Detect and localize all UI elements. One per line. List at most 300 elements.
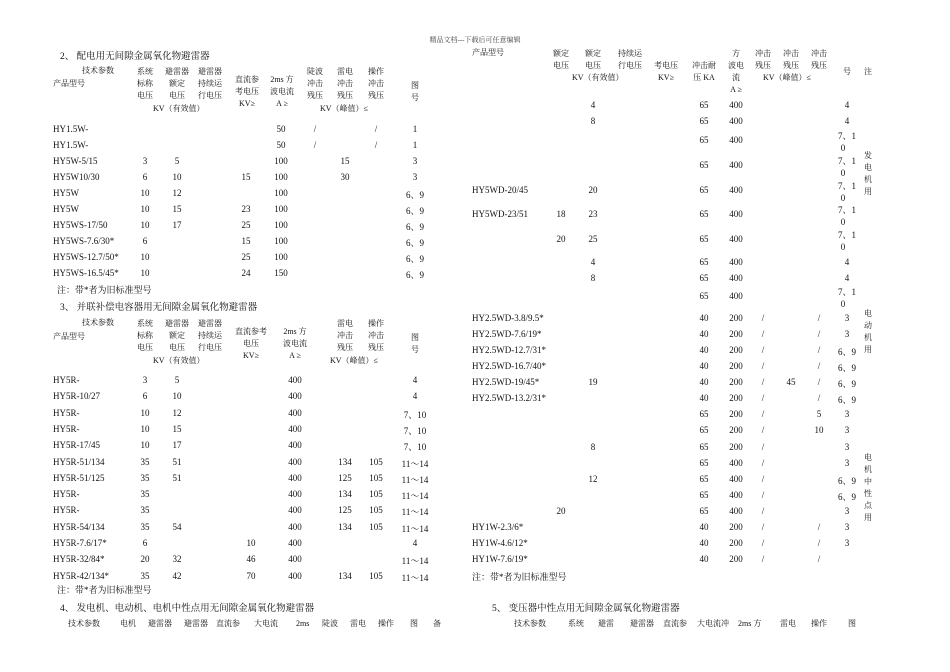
table-cell: 65 <box>699 135 709 145</box>
table-cell: 65 <box>699 273 709 283</box>
table-cell: 65 <box>699 458 709 468</box>
col-header: 注 <box>864 67 872 76</box>
header-tech-params: 技术参数 <box>82 66 114 75</box>
table-cell: 400 <box>288 407 302 418</box>
table-cell: / <box>817 329 821 339</box>
table-cell: 25 <box>241 252 251 262</box>
col-header: 图 <box>411 333 419 342</box>
table-cell: 11～14 <box>401 523 429 534</box>
col-header: 直流参考 <box>235 327 267 336</box>
table-cell: 0 <box>840 193 846 203</box>
col-header: 图 <box>848 619 856 628</box>
row-model: HY5W <box>53 204 79 214</box>
table-cell: 50 <box>276 124 286 134</box>
table-cell: 35 <box>140 456 150 467</box>
table-cell: 65 <box>699 474 709 484</box>
table-cell: / <box>374 124 378 134</box>
table-cell: 6、9 <box>837 379 856 389</box>
footnote: 注：带*者为旧标准型号 <box>57 585 152 595</box>
row-model: HY5R-51/134 <box>53 456 105 467</box>
table-cell: 4 <box>844 100 850 110</box>
table-cell: 200 <box>729 393 743 403</box>
table-cell: 200 <box>729 377 743 387</box>
table-cell: 105 <box>369 489 383 500</box>
table-cell: 400 <box>729 100 743 110</box>
table-cell: / <box>817 393 821 403</box>
table-cell: 7、1 <box>837 181 856 191</box>
col-header: 冲击 <box>368 331 384 340</box>
row-model: HY2.5WD-16.7/40* <box>472 361 546 371</box>
table-cell: 40 <box>699 554 709 564</box>
table-cell: 23 <box>588 209 598 219</box>
table-cell: 0 <box>840 217 846 227</box>
table-cell: 30 <box>340 172 350 182</box>
col-header: 操作 <box>368 67 384 76</box>
row-model: HY5WD-20/45 <box>472 185 528 195</box>
table-cell: 6、9 <box>837 395 856 405</box>
table-cell: 150 <box>274 268 288 278</box>
row-model: HY5R- <box>53 423 80 434</box>
unit-label: KV（峰值）≤ <box>763 73 811 82</box>
table-cell: 3 <box>142 375 148 385</box>
table-cell: 12 <box>172 188 182 198</box>
col-header: 持续运 <box>198 331 222 340</box>
table-cell: 65 <box>699 209 709 219</box>
table-cell: 400 <box>729 458 743 468</box>
table-cell: 134 <box>338 570 352 581</box>
col-header: 残压 <box>337 91 353 100</box>
col-header: 大电流冲 <box>697 619 729 628</box>
vertical-note: 电 动 机 用 <box>864 309 872 354</box>
table-cell: 18 <box>556 209 566 219</box>
col-header: 电压 <box>169 91 185 100</box>
row-model: HY5R-10/27 <box>53 391 100 402</box>
table-cell: 10 <box>814 425 824 435</box>
table-cell: 11～14 <box>401 491 429 502</box>
table-cell: 134 <box>338 489 352 500</box>
table-cell: 4 <box>412 375 418 385</box>
col-header: 电压 <box>243 339 259 348</box>
table-cell: 400 <box>729 160 743 170</box>
col-header: 备 <box>433 619 441 628</box>
col-header: 号 <box>411 345 419 354</box>
row-model: HY5R-42/134* <box>53 570 109 581</box>
col-header: 操作 <box>378 619 394 628</box>
col-header: 压 KA <box>693 73 715 82</box>
col-header: 陡波 <box>322 619 338 628</box>
col-header: 雷电 <box>350 619 366 628</box>
table-cell: 4 <box>412 538 418 548</box>
table-cell: 11～14 <box>401 572 429 583</box>
table-cell: 65 <box>699 490 709 500</box>
table-cell: 5 <box>816 409 822 419</box>
table-cell: / <box>761 377 765 387</box>
col-header: 操作 <box>811 619 827 628</box>
table-cell: 3 <box>142 156 148 166</box>
table-cell: 125 <box>338 505 352 516</box>
table-cell: 6 <box>142 538 148 548</box>
table-cell: 20 <box>556 506 566 516</box>
col-header: 残压 <box>368 91 384 100</box>
col-header: 冲击 <box>755 49 771 58</box>
table-cell: 11～14 <box>401 556 429 567</box>
table-cell: 4 <box>844 273 850 283</box>
col-header: 避雷器 <box>148 619 172 628</box>
table-cell: 10 <box>140 268 150 278</box>
table-cell: / <box>761 458 765 468</box>
table-cell: / <box>761 313 765 323</box>
col-header: 残压 <box>811 61 827 70</box>
table-cell: 35 <box>140 570 150 581</box>
table-cell: 6、9 <box>837 347 856 357</box>
table-cell: 40 <box>699 538 709 548</box>
table-cell: 65 <box>699 425 709 435</box>
table-cell: 6、9 <box>837 476 856 486</box>
table-cell: 40 <box>699 393 709 403</box>
table-cell: 200 <box>729 554 743 564</box>
table-cell: 3 <box>844 538 850 548</box>
table-cell: 1 <box>412 140 418 150</box>
row-model: HY5R- <box>53 505 80 516</box>
table-cell: 0 <box>840 242 846 252</box>
table-cell: 35 <box>140 521 150 532</box>
col-header: 图 <box>410 619 418 628</box>
table-cell: 42 <box>172 570 182 581</box>
col-header: 雷电 <box>337 319 353 328</box>
row-model: HY2.5WD-19/45* <box>472 377 540 387</box>
col-header: 避雷器 <box>198 67 222 76</box>
col-header: A ≥ <box>276 99 288 108</box>
header-tech-params: 技术参数 <box>82 318 114 327</box>
table-cell: 65 <box>699 100 709 110</box>
unit-label: KV（有效值） <box>153 104 205 113</box>
table-cell: 10 <box>172 172 182 182</box>
page-header: 精品文档---下载后可任意编辑 <box>429 36 521 44</box>
col-header: 系统 <box>137 319 153 328</box>
table-cell: 105 <box>369 570 383 581</box>
table-cell: / <box>761 442 765 452</box>
table-cell: 3 <box>844 442 850 452</box>
table-cell: 7、1 <box>837 230 856 240</box>
col-header: 直流参 <box>235 75 259 84</box>
table-cell: 20 <box>556 234 566 244</box>
col-header: 电机 <box>120 619 136 628</box>
table-cell: 125 <box>338 472 352 483</box>
col-header: 方 <box>732 49 740 58</box>
table-cell: 15 <box>172 204 182 214</box>
col-header: 直流参 <box>663 619 687 628</box>
table-cell: 8 <box>590 442 596 452</box>
row-model: HY2.5WD-12.7/31* <box>472 345 546 355</box>
row-model: HY2.5WD-7.6/19* <box>472 329 542 339</box>
table-cell: 51 <box>172 472 182 483</box>
col-header: KV≥ <box>243 351 259 360</box>
col-header: 冲击 <box>307 79 323 88</box>
table-cell: 200 <box>729 425 743 435</box>
col-header: 冲击 <box>811 49 827 58</box>
table-cell: 25 <box>588 234 598 244</box>
col-header: 额定 <box>169 331 185 340</box>
table-cell: 100 <box>274 204 288 214</box>
table-cell: / <box>817 554 821 564</box>
col-header: 电压 <box>585 61 601 70</box>
col-header: 直流参 <box>216 619 240 628</box>
col-header: 避雷器 <box>184 619 208 628</box>
table-cell: 400 <box>729 116 743 126</box>
table-cell: 3 <box>844 425 850 435</box>
table-cell: 10 <box>246 538 256 548</box>
table-cell: 7、10 <box>403 442 427 453</box>
table-cell: 46 <box>246 554 256 565</box>
table-cell: 400 <box>729 490 743 500</box>
col-header: 避雷 <box>598 619 614 628</box>
table-cell: 10 <box>140 440 150 451</box>
table-cell: 3 <box>844 313 850 323</box>
table-cell: 6、9 <box>405 254 424 264</box>
footnote: 注：带*者为旧标准型号 <box>472 572 567 582</box>
header-model: 产品型号 <box>472 48 504 57</box>
table-cell: 10 <box>140 204 150 214</box>
col-header: 雷电 <box>780 619 796 628</box>
table-cell: 100 <box>274 252 288 262</box>
table-cell: 7、10 <box>403 409 427 420</box>
table-cell: 6、9 <box>405 238 424 248</box>
col-header: 波电 <box>728 61 744 70</box>
table-cell: 40 <box>699 313 709 323</box>
table-cell: 10 <box>140 188 150 198</box>
col-header: 大电流 <box>254 619 278 628</box>
row-model: HY5R-54/134 <box>53 521 105 532</box>
table-cell: 400 <box>729 209 743 219</box>
table-cell: 400 <box>288 423 302 434</box>
table-cell: 35 <box>140 489 150 500</box>
col-header: 考电压 <box>654 61 678 70</box>
table-cell: 24 <box>241 268 251 278</box>
col-header: 技术参数 <box>514 619 546 628</box>
table-cell: 65 <box>699 409 709 419</box>
table-cell: 200 <box>729 409 743 419</box>
table-cell: 40 <box>699 345 709 355</box>
table-cell: 105 <box>369 521 383 532</box>
table-cell: 4 <box>590 257 596 267</box>
table-cell: 17 <box>172 220 182 230</box>
table-cell: / <box>761 506 765 516</box>
col-header: 额定 <box>169 79 185 88</box>
col-header: 冲击耐 <box>692 61 716 70</box>
table-cell: / <box>817 313 821 323</box>
table-cell: 3 <box>844 506 850 516</box>
col-header: 持续运 <box>198 79 222 88</box>
table-cell: 100 <box>274 188 288 198</box>
table-cell: 5 <box>174 156 180 166</box>
table-cell: 65 <box>699 160 709 170</box>
table-cell: 11～14 <box>401 507 429 518</box>
table-cell: 7、10 <box>403 425 427 436</box>
table-cell: / <box>761 474 765 484</box>
table-cell: / <box>817 361 821 371</box>
table-cell: 200 <box>729 345 743 355</box>
unit-label: KV（有效值） <box>572 73 624 82</box>
table-cell: 12 <box>172 407 182 418</box>
table-cell: 32 <box>172 554 182 565</box>
table-cell: / <box>374 140 378 150</box>
table-cell: 23 <box>241 204 251 214</box>
table-cell: / <box>313 140 317 150</box>
table-cell: 6、9 <box>405 270 424 280</box>
row-model: HY1W-7.6/19* <box>472 554 528 564</box>
section-title: 2、 配电用无间隙金属氧化物避雷器 <box>60 52 210 62</box>
row-model: HY5WS-17/50 <box>53 220 108 230</box>
table-cell: 65 <box>699 257 709 267</box>
col-header: 2ms 方 <box>283 327 307 336</box>
col-header: 冲击 <box>783 49 799 58</box>
table-cell: / <box>817 538 821 548</box>
table-cell: 8 <box>590 116 596 126</box>
table-cell: 6 <box>142 236 148 246</box>
col-header: 避雷器 <box>630 619 654 628</box>
table-cell: 105 <box>369 472 383 483</box>
table-cell: 10 <box>140 252 150 262</box>
table-cell: 3 <box>412 172 418 182</box>
table-cell: 15 <box>340 156 350 166</box>
col-header: A ≥ <box>289 351 301 360</box>
table-cell: / <box>817 377 821 387</box>
table-cell: 200 <box>729 442 743 452</box>
row-model: HY5R-51/125 <box>53 472 105 483</box>
table-cell: 65 <box>699 442 709 452</box>
table-cell: / <box>761 522 765 532</box>
row-model: HY5R-17/45 <box>53 440 100 451</box>
table-cell: 100 <box>274 172 288 182</box>
row-model: HY5WS-7.6/30* <box>53 236 115 246</box>
col-header: 陡波 <box>307 67 323 76</box>
table-cell: 3 <box>412 156 418 166</box>
table-cell: 65 <box>699 234 709 244</box>
table-cell: / <box>817 345 821 355</box>
table-cell: 100 <box>274 156 288 166</box>
row-model: HY5WD-23/51 <box>472 209 528 219</box>
table-cell: / <box>313 124 317 134</box>
table-cell: 400 <box>288 375 302 385</box>
table-cell: 3 <box>844 458 850 468</box>
table-cell: 400 <box>288 489 302 500</box>
section-title: 5、 变压器中性点用无间隙金属氧化物避雷器 <box>492 604 680 614</box>
table-cell: 400 <box>288 538 302 548</box>
table-cell: 5 <box>174 375 180 385</box>
col-header: 残压 <box>337 343 353 352</box>
col-header: KV≥ <box>239 99 255 108</box>
table-cell: 105 <box>369 505 383 516</box>
col-header: 避雷器 <box>165 319 189 328</box>
table-cell: / <box>817 522 821 532</box>
col-header: 避雷器 <box>198 319 222 328</box>
table-cell: / <box>761 393 765 403</box>
table-cell: 200 <box>729 538 743 548</box>
table-cell: 6、9 <box>837 492 856 502</box>
table-cell: 50 <box>276 140 286 150</box>
row-model: HY5WS-12.7/50* <box>53 252 119 262</box>
table-cell: 6、9 <box>405 190 424 200</box>
table-cell: 4 <box>590 100 596 110</box>
row-model: HY1.5W- <box>53 124 89 134</box>
col-header: 残压 <box>783 61 799 70</box>
table-cell: / <box>761 490 765 500</box>
col-header: 残压 <box>755 61 771 70</box>
col-header: KV≥ <box>658 73 674 82</box>
row-model: HY1W-2.3/6* <box>472 522 524 532</box>
table-cell: 51 <box>172 456 182 467</box>
col-header: 额定 <box>585 49 601 58</box>
table-cell: 35 <box>140 472 150 483</box>
col-header: 波电流 <box>270 87 294 96</box>
table-cell: 400 <box>729 257 743 267</box>
table-cell: 40 <box>699 522 709 532</box>
col-header: 流 <box>732 73 740 82</box>
table-cell: 400 <box>729 135 743 145</box>
vertical-note: 发 电 机 用 <box>864 151 872 196</box>
section-title: 3、 并联补偿电容器用无间隙金属氧化物避雷器 <box>60 303 258 313</box>
col-header: 系统 <box>137 67 153 76</box>
vertical-note: 电 机 中 性 点 用 <box>864 453 872 522</box>
col-header: 系统 <box>568 619 584 628</box>
table-cell: 65 <box>699 291 709 301</box>
col-header: 持续运 <box>618 49 642 58</box>
table-cell: 15 <box>241 236 251 246</box>
table-cell: 65 <box>699 506 709 516</box>
col-header: 额定 <box>553 49 569 58</box>
table-cell: 200 <box>729 329 743 339</box>
col-header: 技术参数 <box>68 619 100 628</box>
table-cell: 105 <box>369 456 383 467</box>
table-cell: 11～14 <box>401 458 429 469</box>
col-header: A ≥ <box>730 85 742 94</box>
table-cell: 200 <box>729 313 743 323</box>
col-header: 避雷器 <box>165 67 189 76</box>
row-model: HY5W-5/15 <box>53 156 98 166</box>
table-cell: 400 <box>729 506 743 516</box>
table-cell: 400 <box>288 472 302 483</box>
table-cell: / <box>761 361 765 371</box>
table-cell: 7、1 <box>837 205 856 215</box>
table-cell: 134 <box>338 456 352 467</box>
col-header: 考电压 <box>235 87 259 96</box>
table-cell: 6、9 <box>837 363 856 373</box>
section-title: 4、 发电机、电动机、电机中性点用无间隙金属氧化物避雷器 <box>60 604 315 614</box>
table-cell: 400 <box>729 234 743 244</box>
table-cell: 70 <box>246 570 256 581</box>
table-cell: 12 <box>588 474 598 484</box>
col-header: 2ms <box>296 619 310 628</box>
table-cell: 7、1 <box>837 156 856 166</box>
table-cell: 0 <box>840 143 846 153</box>
row-model: HY2.5WD-3.8/9.5* <box>472 313 544 323</box>
table-cell: 0 <box>840 168 846 178</box>
col-header: 残压 <box>368 343 384 352</box>
table-cell: 20 <box>140 554 150 565</box>
table-cell: 54 <box>172 521 182 532</box>
footnote: 注：带*者为旧标准型号 <box>57 285 152 295</box>
table-cell: 19 <box>588 377 598 387</box>
col-header: 行电压 <box>618 61 642 70</box>
col-header: 2ms 方 <box>738 619 762 628</box>
row-model: HY5R-7.6/17* <box>53 538 107 548</box>
table-cell: 400 <box>288 456 302 467</box>
table-cell: 65 <box>699 116 709 126</box>
table-cell: 4 <box>844 257 850 267</box>
table-cell: 15 <box>172 423 182 434</box>
table-cell: 7、1 <box>837 287 856 297</box>
table-cell: 200 <box>729 522 743 532</box>
